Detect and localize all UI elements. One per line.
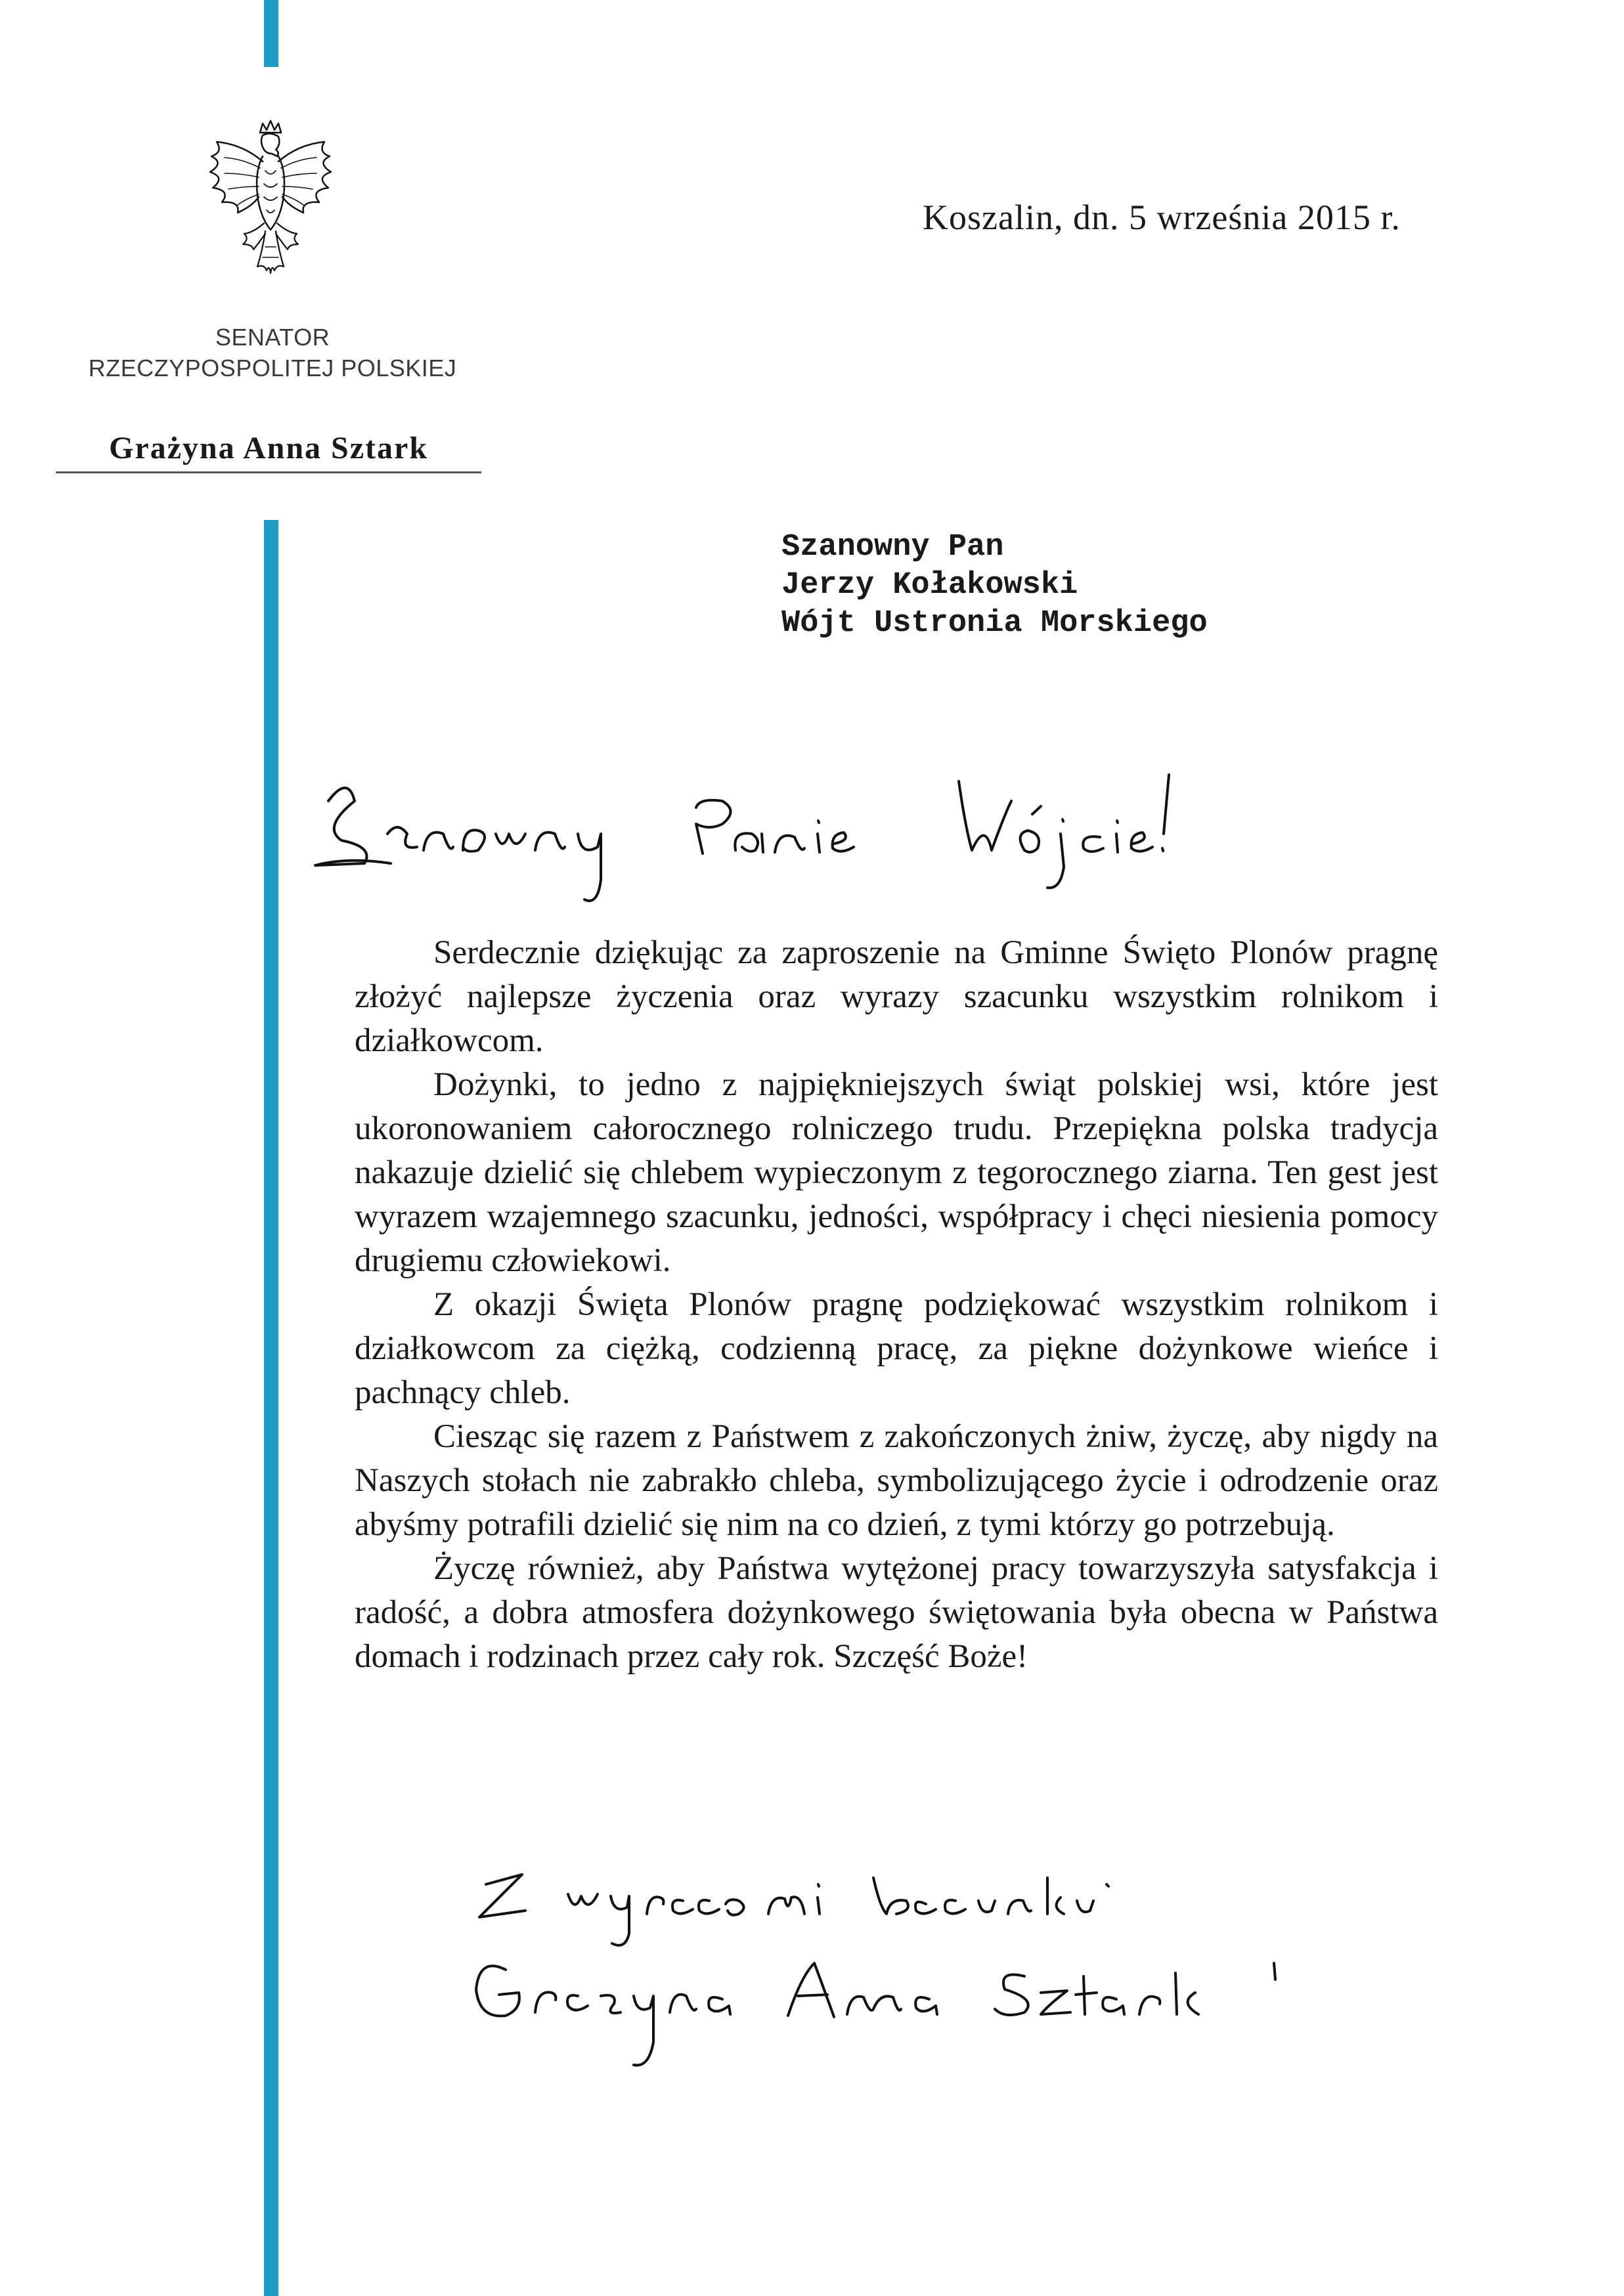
recipient-address (781, 529, 1208, 643)
accent-bar-top (264, 0, 278, 67)
sender-title-line2: RZECZYPOSPOLITEJ POLSKIEJ (88, 355, 457, 381)
body-paragraph: Dożynki, to jedno z najpiękniejszych świąt polskiej wsi, które jest ukoronowaniem całorocznego rolniczego trudu. Przepiękna polska tradycja nakazuje dzielić się chlebem wypieczonym z tegorocznego ziarna. Ten gest jest wyrazem wzajemnego szacunku, jedności, współpracy i chęci niesienia pomocy drugiemu człowiekowi. (355, 1066, 1438, 1279)
recipient-salutation: Szanowny Pan (781, 530, 1004, 565)
recipient-name: Jerzy Kołakowski (781, 568, 1078, 603)
sender-title (46, 322, 499, 383)
sender-title-line1: SENATOR (215, 324, 330, 351)
body-paragraph: Ciesząc się razem z Państwem z zakończonych żniw, życzę, aby nigdy na Naszych stołach nie zabrakło chleba, symbolizującego życie i odrodzenie oraz abyśmy potrafili dzielić się nim na co dzień, z tymi którzy go potrzebują. (355, 1418, 1438, 1543)
handwritten-signature (460, 1845, 1425, 2173)
sender-name: Grażyna Anna Sztark (56, 430, 481, 473)
body-paragraph: Życzę również, aby Państwa wytężonej pracy towarzyszyła satysfakcja i radość, a dobra atmosfera dożynkowego świętowania była obecna w Państwa domach i rodzinach przez cały rok. Szczęść Boże! (355, 1550, 1438, 1675)
body-paragraph: Serdecznie dziękując za zaproszenie na Gminne Święto Plonów pragnę złożyć najlepsze życzenia oraz wyrazy szacunku wszystkim rolnikom i działkowcom. (355, 934, 1438, 1059)
polish-eagle-icon (197, 118, 345, 282)
recipient-office: Wójt Ustronia Morskiego (781, 606, 1208, 641)
body-paragraph: Z okazji Święta Plonów pragnę podziękować wszystkim rolnikom i działkowcom za ciężką, codzienną pracę, za piękne dożynkowe wieńce i pachnący chleb. (355, 1286, 1438, 1411)
accent-bar-side (264, 520, 278, 2296)
place-date: Koszalin, dn. 5 września 2015 r. (923, 198, 1401, 237)
handwritten-salutation (302, 735, 1451, 913)
letter-body (355, 931, 1438, 1679)
